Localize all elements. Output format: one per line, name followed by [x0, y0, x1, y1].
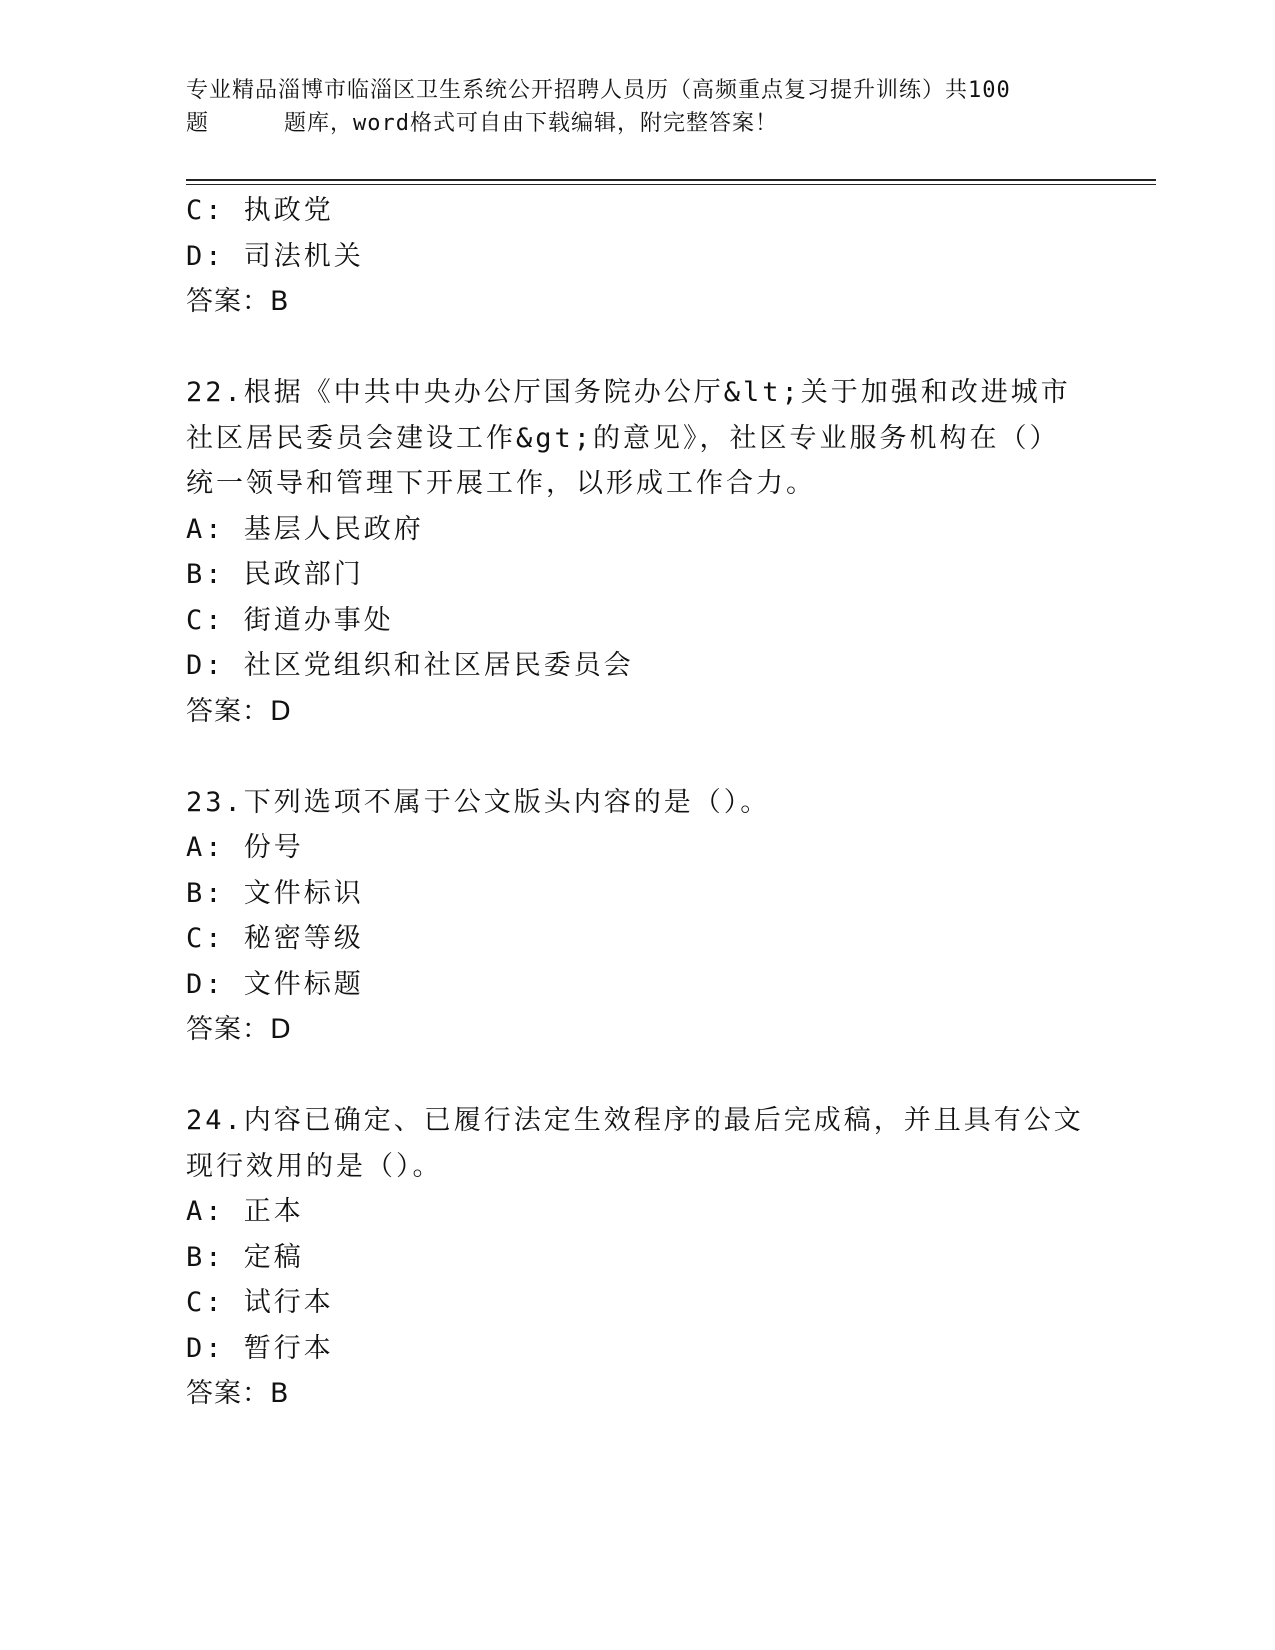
- question-22: [186, 370, 1086, 734]
- spacer: [186, 1053, 1086, 1099]
- option-b: B: 定稿: [186, 1241, 304, 1273]
- option-c: C: 街道办事处: [186, 604, 394, 636]
- answer-line: 答案：D: [186, 1014, 292, 1045]
- option-d: D: 暂行本: [186, 1332, 334, 1364]
- question-24: [186, 1098, 1086, 1417]
- answer-line: 答案：D: [186, 695, 292, 727]
- question-content: [186, 188, 1086, 1417]
- option-d: D: 社区党组织和社区居民委员会: [186, 650, 634, 681]
- header-line-2-lead: 题: [186, 111, 210, 136]
- option-d: D: 文件标题: [186, 968, 364, 1000]
- option-a: A: 份号: [186, 832, 304, 863]
- option-d: D: 司法机关: [186, 240, 364, 272]
- header-title-line-2: [186, 107, 1086, 140]
- option-a: A: 基层人民政府: [186, 513, 424, 545]
- question-stem: 23.下列选项不属于公文版头内容的是（）。: [186, 786, 771, 818]
- option-b: B: 民政部门: [186, 559, 364, 590]
- option-c: C: 执政党: [186, 195, 334, 226]
- header-title-line-1: 专业精品淄博市临淄区卫生系统公开招聘人员历（高频重点复习提升训练）共100: [186, 78, 1011, 103]
- answer-line: 答案：B: [186, 1378, 290, 1409]
- question-23: [186, 780, 1086, 1053]
- answer-line: 答案：B: [186, 286, 290, 317]
- option-c: C: 试行本: [186, 1287, 334, 1318]
- spacer: [186, 734, 1086, 780]
- question-stem: 24.内容已确定、已履行法定生效程序的最后完成稿，并且具有公文现行效用的是（）。: [186, 1105, 1084, 1182]
- spacer: [186, 325, 1086, 371]
- header-divider-thick: [186, 179, 1156, 181]
- question-21-tail: [186, 188, 1086, 325]
- option-a: A: 正本: [186, 1196, 304, 1227]
- header-line-2-text: 题库，word格式可自由下载编辑，附完整答案！: [284, 111, 778, 136]
- option-b: B: 文件标识: [186, 877, 364, 909]
- header-divider-thin: [186, 184, 1156, 185]
- option-c: C: 秘密等级: [186, 923, 364, 954]
- question-stem: 22.根据《中共中央办公厅国务院办公厅&lt;关于加强和改进城市社区居民委员会建设工作&gt;的意见》，社区专业服务机构在（）统一领导和管理下开展工作，以形成工作合力。: [186, 377, 1071, 499]
- page-header: [186, 74, 1086, 140]
